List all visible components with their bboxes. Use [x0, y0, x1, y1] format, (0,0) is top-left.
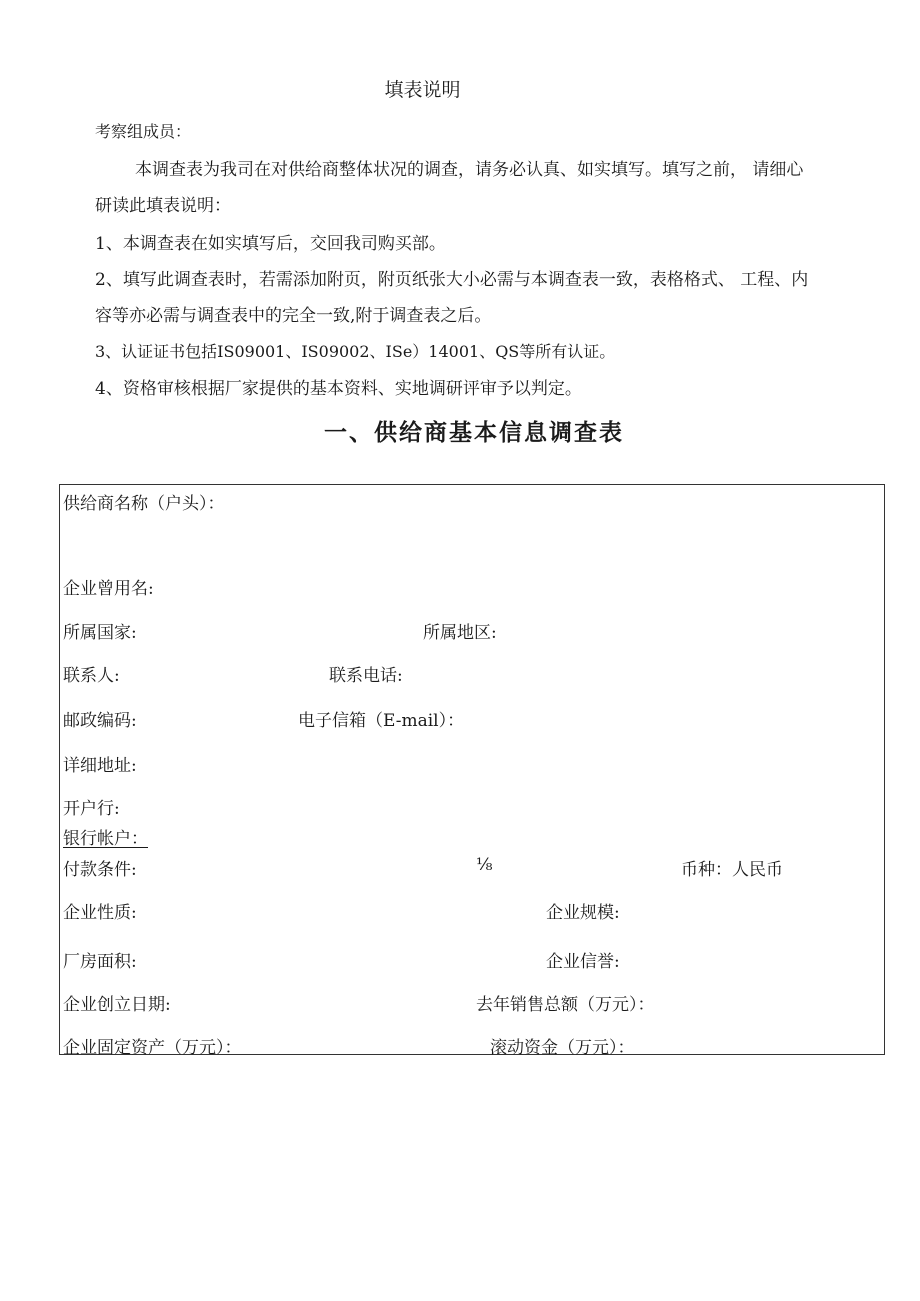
section-heading: 一、供给商基本信息调查表: [324, 419, 624, 446]
inspection-members-label: 考察组成员：: [95, 122, 192, 141]
working-capital-field[interactable]: 滚动资金（万元）：: [490, 1038, 635, 1058]
address-field[interactable]: 详细地址:: [63, 756, 137, 776]
country-field[interactable]: 所属国家:: [63, 623, 137, 643]
bank-account-field[interactable]: 银行帐户：: [63, 829, 148, 849]
fixed-assets-field[interactable]: 企业固定资产（万元）：: [63, 1038, 242, 1058]
enterprise-credit-field[interactable]: 企业信誉:: [546, 952, 620, 972]
former-name-field[interactable]: 企业曾用名:: [63, 579, 154, 599]
supplier-name-field[interactable]: 供给商名称（户头）：: [63, 494, 225, 514]
enterprise-nature-field[interactable]: 企业性质:: [63, 903, 137, 923]
fraction-mark: ⅛: [476, 855, 493, 875]
supplier-info-form: [59, 484, 885, 1055]
instruction-item-3: 3、认证证书包括IS09001、IS09002、ISe）14001、QS等所有认证。: [95, 342, 616, 361]
region-field[interactable]: 所属地区:: [423, 623, 497, 643]
enterprise-scale-field[interactable]: 企业规模:: [546, 903, 620, 923]
contact-phone-field[interactable]: 联系电话:: [329, 666, 403, 686]
instruction-item-2-line1: 2、填写此调查表时，若需添加附页，附页纸张大小必需与本调查表一致，表格格式、 工程、内: [95, 270, 809, 290]
email-field[interactable]: 电子信箱（E-mail）：: [298, 711, 465, 731]
founding-date-field[interactable]: 企业创立日期:: [63, 995, 171, 1015]
contact-person-field[interactable]: 联系人:: [63, 666, 120, 686]
payment-terms-field[interactable]: 付款条件:: [63, 860, 137, 880]
bank-field[interactable]: 开户行:: [63, 799, 120, 819]
currency-field[interactable]: 币种：人民币: [681, 860, 783, 880]
last-year-sales-field[interactable]: 去年销售总额（万元）：: [476, 995, 655, 1015]
postal-code-field[interactable]: 邮政编码:: [63, 711, 137, 731]
instruction-item-2-line2: 容等亦必需与调查表中的完全一致,附于调查表之后。: [95, 306, 492, 326]
intro-paragraph-line2: 研读此填表说明：: [95, 196, 231, 216]
instruction-item-1: 1、本调查表在如实填写后，交回我司购买部。: [95, 234, 446, 254]
instruction-item-4: 4、资格审核根据厂家提供的基本资料、实地调研评审予以判定。: [95, 379, 582, 399]
instructions-title: 填表说明: [384, 79, 461, 101]
intro-paragraph-line1: 本调查表为我司在对供给商整体状况的调查，请务必认真、如实填写。填写之前， 请细心: [135, 160, 804, 180]
plant-area-field[interactable]: 厂房面积:: [63, 952, 137, 972]
